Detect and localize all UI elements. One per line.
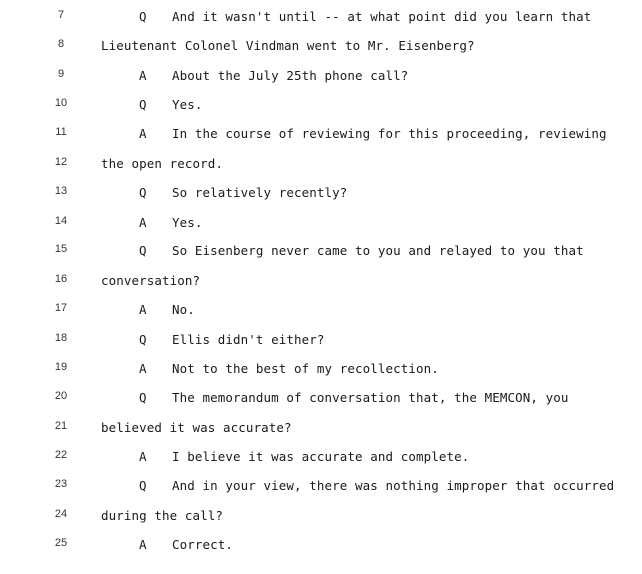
transcript-line [0, 449, 642, 478]
speaker-label: A [139, 302, 147, 317]
line-text: About the July 25th phone call? [172, 68, 409, 83]
line-text: conversation? [101, 273, 201, 288]
transcript-line [0, 390, 642, 419]
line-number: 18 [54, 332, 68, 344]
speaker-label: A [139, 537, 147, 552]
line-text: And it wasn't until -- at what point did you learn that [172, 9, 592, 24]
line-number: 10 [54, 97, 68, 109]
line-text: the open record. [101, 156, 224, 171]
speaker-label: Q [139, 9, 147, 24]
line-text: No. [172, 302, 195, 317]
line-number: 25 [54, 537, 68, 549]
line-number: 13 [54, 185, 68, 197]
speaker-label: A [139, 215, 147, 230]
line-number: 7 [57, 9, 65, 21]
transcript-line [0, 302, 642, 331]
line-text: In the course of reviewing for this proceeding, reviewing [172, 126, 607, 141]
transcript-line [0, 97, 642, 126]
speaker-label: Q [139, 185, 147, 200]
line-number: 14 [54, 215, 68, 227]
line-text: So relatively recently? [172, 185, 348, 200]
transcript-line [0, 361, 642, 390]
line-text: The memorandum of conversation that, the MEMCON, you [172, 390, 569, 405]
transcript-line [0, 156, 642, 185]
speaker-label: A [139, 449, 147, 464]
line-text: believed it was accurate? [101, 420, 292, 435]
line-number: 8 [57, 38, 65, 50]
speaker-label: Q [139, 332, 147, 347]
line-number: 24 [54, 508, 68, 520]
speaker-label: Q [139, 97, 147, 112]
line-number: 12 [54, 156, 68, 168]
transcript-line [0, 508, 642, 537]
line-text: during the call? [101, 508, 224, 523]
speaker-label: A [139, 126, 147, 141]
transcript-line [0, 68, 642, 97]
line-text: Correct. [172, 537, 234, 552]
speaker-label: Q [139, 390, 147, 405]
speaker-label: Q [139, 243, 147, 258]
line-number: 17 [54, 302, 68, 314]
speaker-label: Q [139, 478, 147, 493]
line-text: Yes. [172, 97, 203, 112]
line-text: I believe it was accurate and complete. [172, 449, 470, 464]
line-number: 15 [54, 243, 68, 255]
transcript-line [0, 332, 642, 361]
transcript-line [0, 537, 642, 566]
line-number: 20 [54, 390, 68, 402]
line-number: 16 [54, 273, 68, 285]
line-number: 19 [54, 361, 68, 373]
line-text: And in your view, there was nothing improper that occurred [172, 478, 615, 493]
transcript-line [0, 126, 642, 155]
line-text: Yes. [172, 215, 203, 230]
line-text: Not to the best of my recollection. [172, 361, 439, 376]
transcript-line [0, 273, 642, 302]
transcript-line [0, 478, 642, 507]
line-text: Lieutenant Colonel Vindman went to Mr. Eisenberg? [101, 38, 475, 53]
line-number: 11 [55, 126, 67, 138]
transcript-line [0, 243, 642, 272]
transcript-line [0, 185, 642, 214]
line-text: So Eisenberg never came to you and relayed to you that [172, 243, 584, 258]
line-number: 23 [54, 478, 68, 490]
line-number: 9 [57, 68, 65, 80]
transcript-line [0, 215, 642, 244]
line-number: 21 [54, 420, 68, 432]
speaker-label: A [139, 68, 147, 83]
transcript-line [0, 9, 642, 38]
line-text: Ellis didn't either? [172, 332, 325, 347]
speaker-label: A [139, 361, 147, 376]
transcript-line [0, 38, 642, 67]
transcript-line [0, 420, 642, 449]
line-number: 22 [54, 449, 68, 461]
